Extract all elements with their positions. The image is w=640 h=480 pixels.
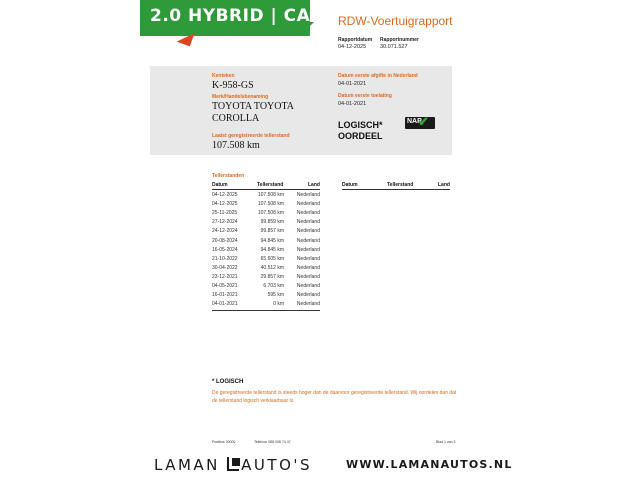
nap-logo-text: NAP bbox=[407, 118, 422, 125]
row-date: 25-11-2025 bbox=[212, 210, 238, 217]
row-date: 04-12-2025 bbox=[212, 192, 238, 198]
row-km: 29.857 km bbox=[260, 273, 284, 280]
col-km-left: Tellerstand bbox=[257, 182, 284, 188]
first-admit-label: Datum eerste toelating bbox=[338, 93, 392, 99]
verdict bbox=[338, 120, 383, 142]
table-row bbox=[212, 210, 320, 219]
first-nl-value: 04-01-2021 bbox=[338, 81, 367, 87]
footer-page: Blad 1 van 3 bbox=[436, 440, 456, 444]
dealer-website: WWW.LAMANAUTOS.NL bbox=[346, 458, 513, 471]
table-row bbox=[212, 228, 320, 237]
row-km: 107.508 km bbox=[257, 192, 284, 198]
readings-title: Tellerstanden bbox=[212, 173, 245, 179]
row-land: Nederland bbox=[296, 301, 320, 308]
header-divider-right bbox=[342, 189, 450, 190]
col-date-right: Datum bbox=[342, 182, 358, 188]
col-land-left: Land bbox=[308, 182, 320, 188]
report-date-label: Rapportdatum bbox=[338, 37, 373, 43]
row-land: Nederland bbox=[296, 283, 320, 289]
brand-line-1: TOYOTA TOYOTA bbox=[212, 101, 295, 112]
footer-phone: Telefoon 088 008 74 47 bbox=[254, 440, 291, 444]
row-km: 99.857 km bbox=[260, 228, 284, 235]
report-number-label: Rapportnummer bbox=[380, 37, 419, 43]
header-divider-left bbox=[212, 189, 320, 190]
odometer-value: 107.508 km bbox=[212, 140, 260, 151]
row-land: Nederland bbox=[296, 273, 320, 280]
dealer-logo bbox=[154, 456, 312, 474]
row-land: Nederland bbox=[296, 192, 320, 198]
row-km: 0 km bbox=[273, 301, 284, 308]
col-date-left: Datum bbox=[212, 182, 228, 188]
row-date: 16-01-2021 bbox=[212, 292, 238, 299]
row-km: 595 km bbox=[267, 292, 284, 299]
row-land: Nederland bbox=[296, 201, 320, 208]
table-row bbox=[212, 219, 320, 228]
row-km: 65.605 km bbox=[260, 255, 284, 262]
plate-value: K-958-GS bbox=[212, 80, 254, 91]
row-km: 107.508 km bbox=[257, 201, 284, 208]
odometer-label: Laatst geregistreerde tellerstand bbox=[212, 133, 290, 139]
row-land: Nederland bbox=[296, 264, 320, 271]
row-date: 21-10-2022 bbox=[212, 255, 238, 262]
row-land: Nederland bbox=[296, 246, 320, 253]
dealer-logo-mark-icon bbox=[227, 457, 239, 471]
report-number-value: 30.071.527 bbox=[380, 44, 408, 50]
table-row bbox=[212, 256, 320, 265]
row-date: 24-12-2024 bbox=[212, 228, 238, 235]
first-admit-value: 04-01-2021 bbox=[338, 101, 367, 107]
brand-line-2: COROLLA bbox=[212, 113, 260, 124]
table-row bbox=[212, 192, 320, 201]
table-row bbox=[212, 283, 320, 292]
table-row bbox=[212, 292, 320, 301]
row-date: 27-12-2024 bbox=[212, 219, 238, 226]
table-row bbox=[212, 201, 320, 210]
row-date: 20-08-2024 bbox=[212, 237, 238, 244]
vehicle-info-panel bbox=[150, 66, 452, 155]
plate-label: Kenteken bbox=[212, 73, 235, 79]
row-date: 16-05-2024 bbox=[212, 246, 238, 253]
row-land: Nederland bbox=[296, 219, 320, 226]
row-date: 04-12-2025 bbox=[212, 201, 238, 208]
table-row bbox=[212, 301, 320, 310]
row-land: Nederland bbox=[296, 210, 320, 217]
table-row bbox=[212, 265, 320, 274]
table-row bbox=[212, 274, 320, 283]
row-land: Nederland bbox=[296, 255, 320, 262]
report-date-value: 04-12-2025 bbox=[338, 44, 367, 50]
verdict-line-1: LOGISCH* bbox=[338, 120, 383, 130]
row-land: Nederland bbox=[296, 292, 320, 299]
row-land: Nederland bbox=[296, 228, 320, 235]
dealer-logo-right: AUTO'S bbox=[241, 456, 313, 474]
table-row bbox=[212, 238, 320, 247]
row-land: Nederland bbox=[296, 237, 320, 244]
banner-green-accent bbox=[300, 22, 314, 36]
table-row bbox=[212, 247, 320, 256]
row-km: 94.845 km bbox=[260, 246, 284, 253]
footer-postbus: Postbus 30000 bbox=[212, 440, 236, 444]
col-land-right: Land bbox=[438, 182, 450, 188]
row-km: 94.845 km bbox=[260, 237, 284, 244]
check-icon: ✔ bbox=[418, 114, 429, 129]
brand-label: Merk/Handelsbenaming bbox=[212, 94, 269, 100]
first-nl-label: Datum eerste afgifte in Nederland bbox=[338, 73, 418, 79]
row-date: 23-12-2021 bbox=[212, 273, 238, 280]
banner-title: 2.0 HYBRID | CARPLAY bbox=[150, 6, 373, 26]
note-title: * LOGISCH bbox=[212, 379, 244, 385]
row-km: 6.703 km bbox=[263, 283, 284, 289]
row-date: 04-01-2021 bbox=[212, 301, 238, 308]
row-km: 99.859 km bbox=[260, 219, 284, 226]
row-km: 107.508 km bbox=[257, 210, 284, 217]
dealer-logo-left: LAMAN bbox=[154, 456, 220, 474]
row-km: 40.512 km bbox=[260, 264, 284, 271]
col-km-right: Tellerstand bbox=[387, 182, 414, 188]
verdict-line-2: OORDEEL bbox=[338, 131, 383, 141]
note-text: De geregistreerde tellerstand is steeds hoger dan de daarvoor geregistreerde tellerstand. Wij oordelen dan dat de tellerstand logisch verklaarbaar is. bbox=[212, 390, 457, 404]
row-date: 30-04-2022 bbox=[212, 264, 238, 271]
row-date: 04-05-2021 bbox=[212, 283, 238, 289]
report-title: RDW-Voertuigrapport bbox=[338, 14, 453, 28]
